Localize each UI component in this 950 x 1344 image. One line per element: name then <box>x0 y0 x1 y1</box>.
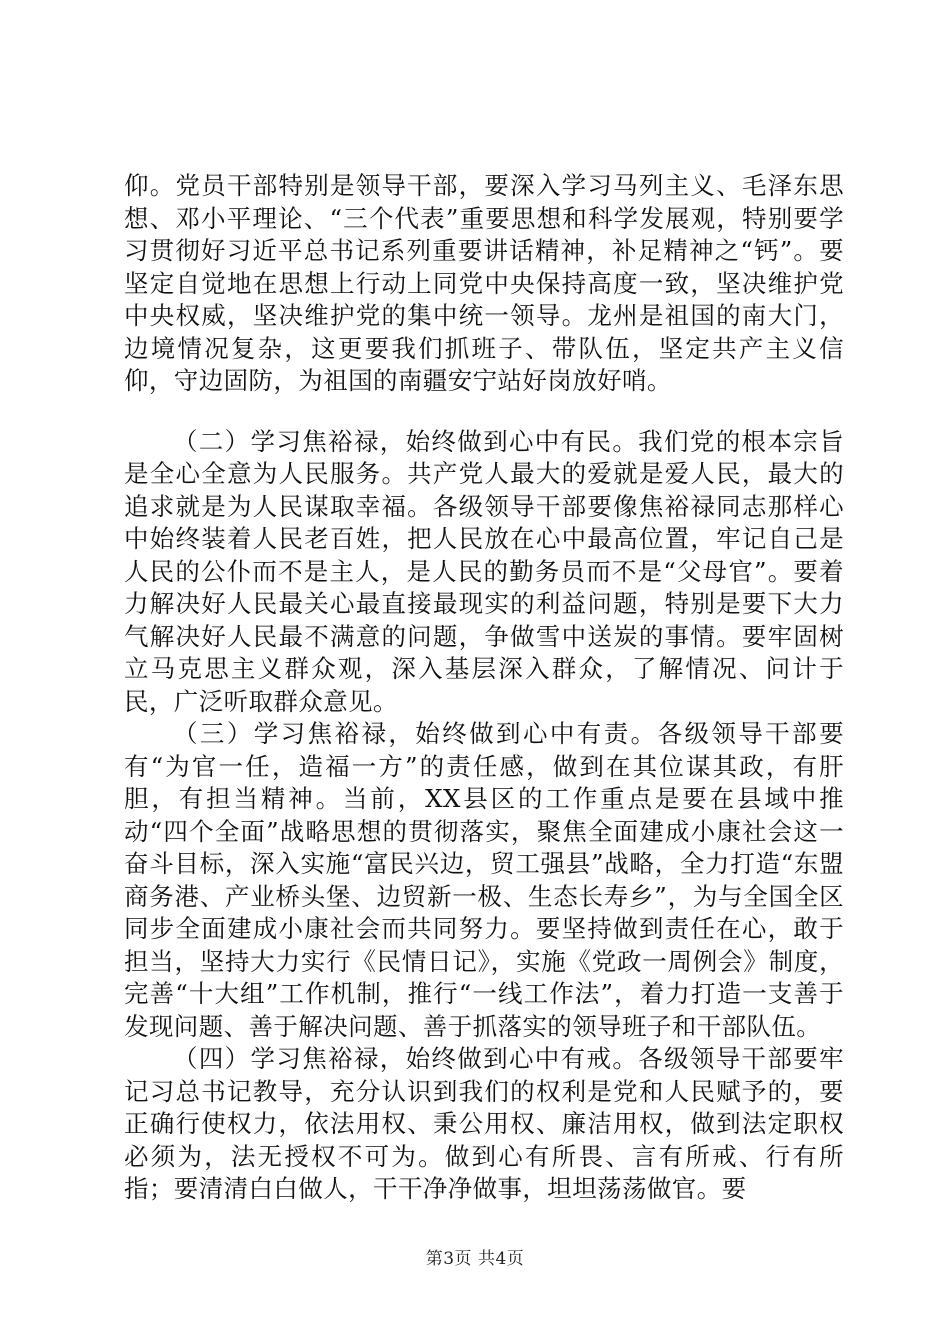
paragraph-continuation: 仰。党员干部特别是领导干部，要深入学习马列主义、毛泽东思想、邓小平理论、“三个代表”重要思想和科学发展观，特别要学习贯彻好习近平总书记系列重要讲话精神，补足精神之“钙”。要坚定自觉地在思想上行动上同党中央保持高度一致，坚决维护党中央权威，坚决维护党的集中统一领导。龙州是祖国的南大门，边境情况复杂，这更要我们抓班子、带队伍，坚定共产主义信仰，守边固防，为祖国的南疆安宁站好岗放好哨。 <box>124 171 844 395</box>
page-footer: 第3页 共4页 <box>425 1249 525 1269</box>
paragraph-gap <box>124 398 844 426</box>
paragraph-section-2: （二）学习焦裕禄，始终做到心中有民。我们党的根本宗旨是全心全意为人民服务。共产党人最大的爱就是爱人民，最大的追求就是为人民谋取幸福。各级领导干部要像焦裕禄同志那样心中始终装着人民老百姓，把人民放在心中最高位置，牢记自己是人民的公仆而不是主人，是人民的勤务员而不是“父母官”。要着力解决好人民最关心最直接最现实的利益问题，特别是要下大力气解决好人民最不满意的问题，争做雪中送炭的事情。要牢固树立马克思主义群众观，深入基层深入群众，了解情况、问计于民，广泛听取群众意见。 <box>124 426 844 716</box>
paragraph-section-3: （三）学习焦裕禄，始终做到心中有责。各级领导干部要有“为官一任，造福一方”的责任感，做到在其位谋其政，有肝胆，有担当精神。当前，XX县区的工作重点是要在县域中推动“四个全面”战略思想的贯彻落实，聚焦全面建成小康社会这一奋斗目标，深入实施“富民兴边，贸工强县”战略，全力打造“东盟商务港、产业桥头堡、边贸新一极、生态长寿乡”，为与全国全区同步全面建成小康社会而共同努力。要坚持做到责任在心，敢于担当，坚持大力实行《民情日记》，实施《党政一周例会》制度，完善“十大组”工作机制，推行“一线工作法”，着力打造一支善于发现问题、善于解决问题、善于抓落实的领导班子和干部队伍。 <box>124 719 844 1041</box>
paragraph-section-4: （四）学习焦裕禄，始终做到心中有戒。各级领导干部要牢记习总书记教导，充分认识到我们的权利是党和人民赋予的，要正确行使权力，依法用权、秉公用权、廉洁用权，做到法定职权必须为，法无授权不可为。做到心有所畏、言有所戒、行有所指；要清清白白做人，干干净净做事，坦坦荡荡做官。要 <box>124 1044 844 1203</box>
document-body <box>124 170 844 1206</box>
